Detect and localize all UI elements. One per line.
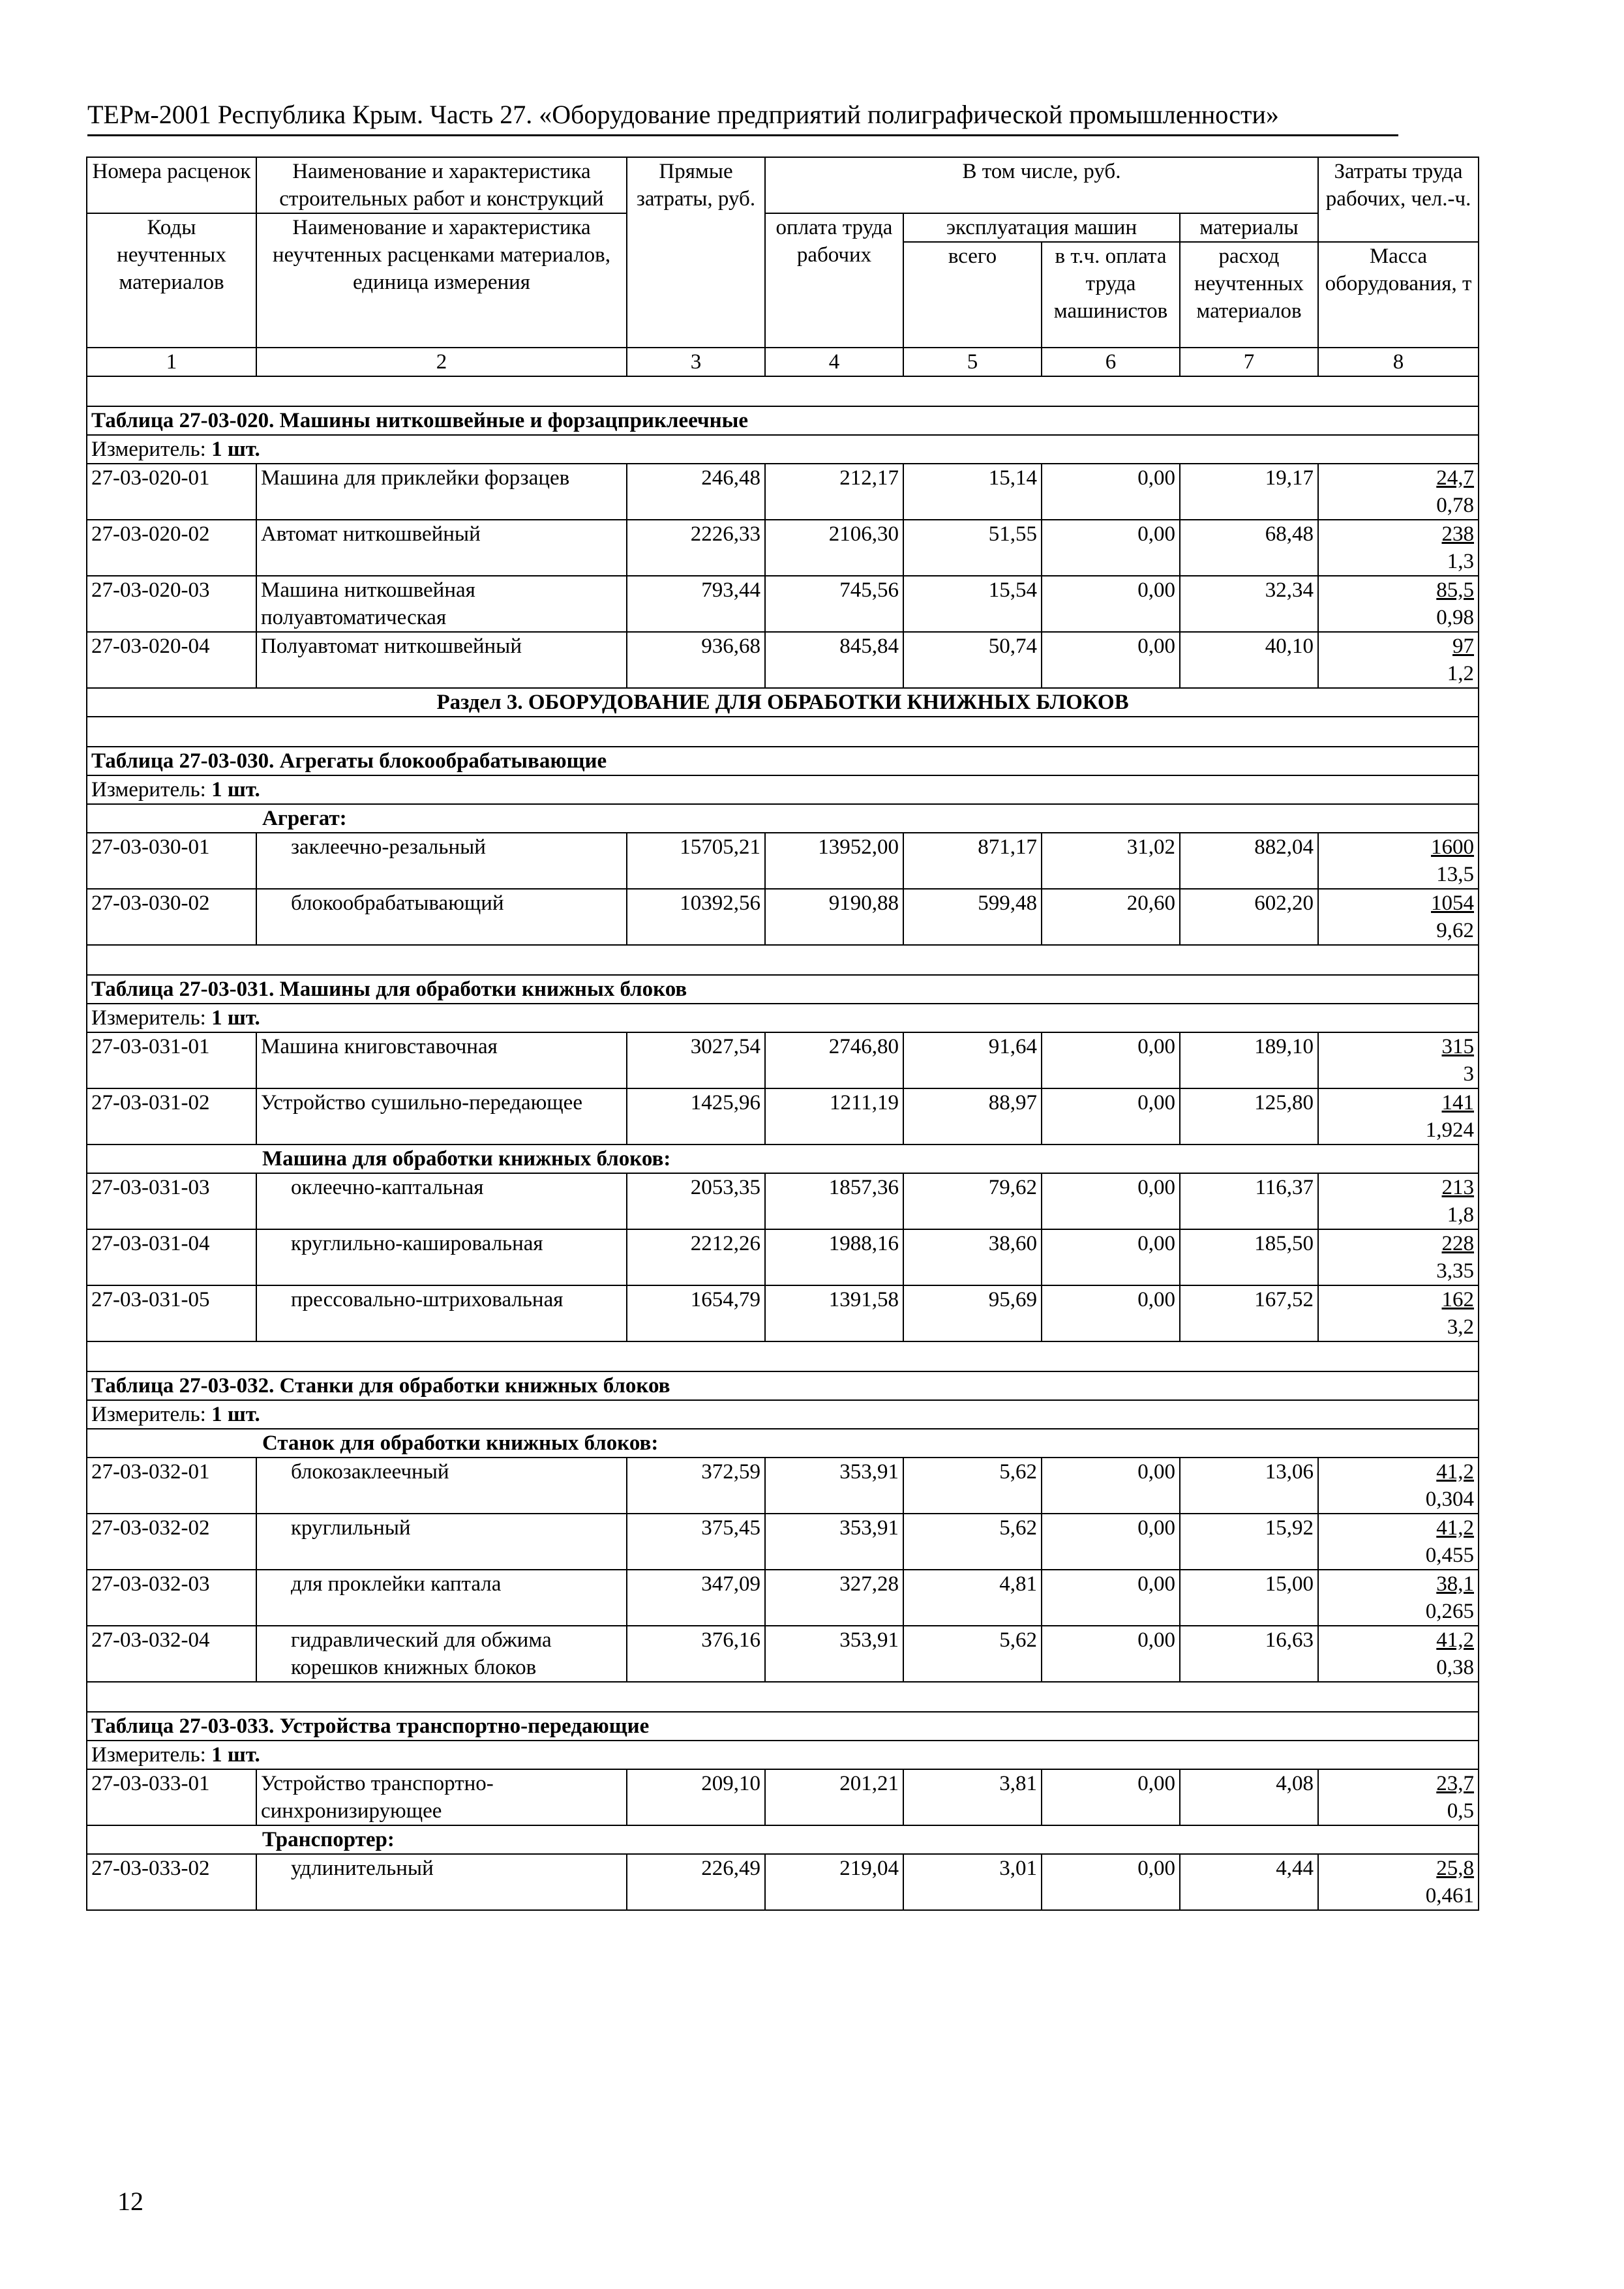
- wages-cost: 745,56: [765, 576, 903, 632]
- rate-code: 27-03-020-01: [87, 464, 256, 520]
- machinist-wages: 0,00: [1042, 1032, 1180, 1088]
- unit-label: Измеритель:: [91, 1006, 206, 1030]
- table-title: Таблица 27-03-032. Станки для обработки книжных блоков: [87, 1371, 1479, 1400]
- wages-cost: 1988,16: [765, 1229, 903, 1285]
- materials-cost: 40,10: [1180, 632, 1318, 688]
- rate-code: 27-03-020-04: [87, 632, 256, 688]
- equipment-mass: 3: [1463, 1062, 1475, 1086]
- wages-cost: 1857,36: [765, 1173, 903, 1229]
- machinist-wages: 0,00: [1042, 1458, 1180, 1514]
- wages-cost: 9190,88: [765, 889, 903, 945]
- materials-cost: 15,00: [1180, 1570, 1318, 1626]
- machinist-wages: 20,60: [1042, 889, 1180, 945]
- rate-code: 27-03-032-02: [87, 1514, 256, 1570]
- table-row: [87, 576, 1479, 632]
- unit-line: [87, 435, 1479, 464]
- machines-cost: 4,81: [903, 1570, 1042, 1626]
- col-number: 3: [627, 348, 765, 376]
- unit-row: [87, 435, 1479, 464]
- wages-cost: 353,91: [765, 1514, 903, 1570]
- labor-mass-cell: [1318, 1173, 1479, 1229]
- wages-cost: 201,21: [765, 1769, 903, 1825]
- table-27-03-033: [87, 1682, 1479, 1910]
- rate-name: круглильно-кашировальная: [256, 1229, 627, 1285]
- unit-value: 1 шт.: [211, 1006, 260, 1030]
- table-title-row: [87, 1371, 1479, 1400]
- header-row-2: [87, 213, 1479, 242]
- table-row: [87, 1570, 1479, 1626]
- rate-name: круглильный: [256, 1514, 627, 1570]
- table-row: [87, 1229, 1479, 1285]
- materials-cost: 882,04: [1180, 833, 1318, 889]
- col-number: 2: [256, 348, 627, 376]
- col-number: 6: [1042, 348, 1180, 376]
- machinist-wages: 0,00: [1042, 1173, 1180, 1229]
- table-title: Таблица 27-03-031. Машины для обработки книжных блоков: [87, 975, 1479, 1004]
- unit-row: [87, 1741, 1479, 1769]
- machines-cost: 3,01: [903, 1854, 1042, 1910]
- col-codes-top: Номера расценок: [87, 157, 256, 213]
- spacer-row: [87, 1341, 1479, 1371]
- materials-cost: 15,92: [1180, 1514, 1318, 1570]
- unit-value: 1 шт.: [211, 1743, 260, 1767]
- group-header-row: [87, 1825, 1479, 1854]
- col-mass: Масса оборудования, т: [1318, 242, 1479, 348]
- spacer-cell: [87, 1341, 1479, 1371]
- direct-cost: 15705,21: [627, 833, 765, 889]
- machinist-wages: 0,00: [1042, 1570, 1180, 1626]
- materials-cost: 125,80: [1180, 1088, 1318, 1144]
- spacer-row: [87, 717, 1479, 747]
- rate-code: 27-03-030-01: [87, 833, 256, 889]
- machines-cost: 88,97: [903, 1088, 1042, 1144]
- direct-cost: 347,09: [627, 1570, 765, 1626]
- wages-cost: 2746,80: [765, 1032, 903, 1088]
- labor-mass-cell: [1318, 632, 1479, 688]
- labor-cost: 41,2: [1436, 1516, 1475, 1540]
- page-number: 12: [117, 2187, 143, 2216]
- labor-mass-cell: [1318, 1769, 1479, 1825]
- table-title: Таблица 27-03-033. Устройства транспортно-передающие: [87, 1712, 1479, 1741]
- labor-mass-cell: [1318, 576, 1479, 632]
- rate-code: 27-03-031-02: [87, 1088, 256, 1144]
- labor-mass-cell: [1318, 1570, 1479, 1626]
- table-row: [87, 1032, 1479, 1088]
- labor-cost: 41,2: [1436, 1628, 1475, 1652]
- machinist-wages: 0,00: [1042, 464, 1180, 520]
- group-header-row: [87, 804, 1479, 833]
- unit-label: Измеритель:: [91, 1743, 206, 1767]
- wages-cost: 1391,58: [765, 1285, 903, 1341]
- labor-cost: 228: [1441, 1232, 1475, 1255]
- rates-table-wrap: [86, 157, 1478, 1911]
- machinist-wages: 31,02: [1042, 833, 1180, 889]
- table-27-03-020: [87, 376, 1479, 688]
- machines-cost: 15,14: [903, 464, 1042, 520]
- materials-cost: 68,48: [1180, 520, 1318, 576]
- spacer-row: [87, 945, 1479, 975]
- direct-cost: 10392,56: [627, 889, 765, 945]
- machinist-wages: 0,00: [1042, 1514, 1180, 1570]
- spacer-row: [87, 376, 1479, 406]
- equipment-mass: 1,8: [1447, 1203, 1475, 1227]
- labor-cost: 24,7: [1436, 466, 1475, 490]
- machines-cost: 599,48: [903, 889, 1042, 945]
- machinist-wages: 0,00: [1042, 632, 1180, 688]
- col-machines-total: всего: [903, 242, 1042, 348]
- col-including: В том числе, руб.: [765, 157, 1318, 213]
- unit-label: Измеритель:: [91, 1403, 206, 1426]
- table-row: [87, 1626, 1479, 1682]
- wages-cost: 13952,00: [765, 833, 903, 889]
- equipment-mass: 0,265: [1425, 1600, 1475, 1623]
- equipment-mass: 9,62: [1436, 919, 1475, 942]
- direct-cost: 936,68: [627, 632, 765, 688]
- materials-cost: 4,08: [1180, 1769, 1318, 1825]
- rate-name: Машина ниткошвейная полуавтоматическая: [256, 576, 627, 632]
- rate-name: гидравлический для обжима корешков книжных блоков: [256, 1626, 627, 1682]
- materials-cost: 167,52: [1180, 1285, 1318, 1341]
- equipment-mass: 1,3: [1447, 550, 1475, 573]
- rate-name: Автомат ниткошвейный: [256, 520, 627, 576]
- rate-name: Машина для приклейки форзацев: [256, 464, 627, 520]
- direct-cost: 1425,96: [627, 1088, 765, 1144]
- materials-cost: 32,34: [1180, 576, 1318, 632]
- rate-name: блокозаклеечный: [256, 1458, 627, 1514]
- spacer-row: [87, 1682, 1479, 1712]
- rate-name: Устройство транспортно-синхронизирующее: [256, 1769, 627, 1825]
- rate-code: 27-03-031-04: [87, 1229, 256, 1285]
- table-row: [87, 1173, 1479, 1229]
- labor-mass-cell: [1318, 464, 1479, 520]
- direct-cost: 2212,26: [627, 1229, 765, 1285]
- col-number: 7: [1180, 348, 1318, 376]
- wages-cost: 845,84: [765, 632, 903, 688]
- table-27-03-030: [87, 717, 1479, 945]
- table-title-row: [87, 975, 1479, 1004]
- materials-cost: 16,63: [1180, 1626, 1318, 1682]
- machines-cost: 95,69: [903, 1285, 1042, 1341]
- unit-value: 1 шт.: [211, 778, 260, 801]
- table-row: [87, 1769, 1479, 1825]
- unit-line: [87, 1741, 1479, 1769]
- labor-cost: 85,5: [1436, 578, 1475, 602]
- rate-code: 27-03-020-03: [87, 576, 256, 632]
- machinist-wages: 0,00: [1042, 520, 1180, 576]
- table-row: [87, 632, 1479, 688]
- labor-cost: 38,1: [1436, 1572, 1475, 1596]
- equipment-mass: 0,78: [1436, 494, 1475, 517]
- rate-name: оклеечно-каптальная: [256, 1173, 627, 1229]
- group-header-row: [87, 1144, 1479, 1173]
- labor-cost: 141: [1441, 1091, 1475, 1115]
- labor-mass-cell: [1318, 520, 1479, 576]
- equipment-mass: 0,98: [1436, 606, 1475, 629]
- col-wages: оплата труда рабочих: [765, 213, 903, 348]
- labor-mass-cell: [1318, 833, 1479, 889]
- labor-cost: 213: [1441, 1176, 1475, 1199]
- direct-cost: 793,44: [627, 576, 765, 632]
- col-machines: эксплуатация машин: [903, 213, 1180, 242]
- rate-name: удлинительный: [256, 1854, 627, 1910]
- direct-cost: 1654,79: [627, 1285, 765, 1341]
- labor-mass-cell: [1318, 889, 1479, 945]
- direct-cost: 372,59: [627, 1458, 765, 1514]
- machines-cost: 3,81: [903, 1769, 1042, 1825]
- materials-cost: 19,17: [1180, 464, 1318, 520]
- equipment-mass: 0,461: [1425, 1884, 1475, 1908]
- table-title-row: [87, 747, 1479, 775]
- rates-table: [86, 157, 1479, 1911]
- labor-mass-cell: [1318, 1514, 1479, 1570]
- labor-cost: 1600: [1431, 835, 1475, 859]
- equipment-mass: 3,2: [1447, 1315, 1475, 1339]
- table-27-03-031: [87, 945, 1479, 1341]
- labor-mass-cell: [1318, 1626, 1479, 1682]
- materials-cost: 602,20: [1180, 889, 1318, 945]
- rate-code: 27-03-031-03: [87, 1173, 256, 1229]
- unit-row: [87, 775, 1479, 804]
- machinist-wages: 0,00: [1042, 1769, 1180, 1825]
- unit-value: 1 шт.: [211, 438, 260, 461]
- spacer-cell: [87, 945, 1479, 975]
- rate-name: прессовально-штриховальная: [256, 1285, 627, 1341]
- equipment-mass: 0,5: [1447, 1799, 1475, 1823]
- wages-cost: 1211,19: [765, 1088, 903, 1144]
- machines-cost: 91,64: [903, 1032, 1042, 1088]
- section-title: Раздел 3. ОБОРУДОВАНИЕ ДЛЯ ОБРАБОТКИ КНИЖНЫХ БЛОКОВ: [87, 688, 1479, 717]
- unit-label: Измеритель:: [91, 438, 206, 461]
- rate-name: Устройство сушильно-передающее: [256, 1088, 627, 1144]
- machines-cost: 5,62: [903, 1458, 1042, 1514]
- col-direct: Прямые затраты, руб.: [627, 157, 765, 348]
- machines-cost: 38,60: [903, 1229, 1042, 1285]
- rate-code: 27-03-032-03: [87, 1570, 256, 1626]
- labor-mass-cell: [1318, 1229, 1479, 1285]
- wages-cost: 2106,30: [765, 520, 903, 576]
- labor-cost: 315: [1441, 1035, 1475, 1058]
- table-row: [87, 1285, 1479, 1341]
- equipment-mass: 0,455: [1425, 1544, 1475, 1567]
- direct-cost: 3027,54: [627, 1032, 765, 1088]
- table-row: [87, 1088, 1479, 1144]
- unit-value: 1 шт.: [211, 1403, 260, 1426]
- labor-cost: 238: [1441, 522, 1475, 546]
- unit-row: [87, 1400, 1479, 1429]
- unit-label: Измеритель:: [91, 778, 206, 801]
- labor-mass-cell: [1318, 1285, 1479, 1341]
- rate-name: блокообрабатывающий: [256, 889, 627, 945]
- machinist-wages: 0,00: [1042, 576, 1180, 632]
- group-label: Транспортер:: [87, 1825, 1479, 1854]
- table-title-row: [87, 406, 1479, 435]
- page-header: ТЕРм-2001 Республика Крым. Часть 27. «Оборудование предприятий полиграфической промышленности»: [87, 97, 1398, 136]
- rate-code: 27-03-020-02: [87, 520, 256, 576]
- col-name-top: Наименование и характеристика строительных работ и конструкций: [256, 157, 627, 213]
- col-number: 4: [765, 348, 903, 376]
- equipment-mass: 1,924: [1425, 1118, 1475, 1142]
- machines-cost: 871,17: [903, 833, 1042, 889]
- table-row: [87, 889, 1479, 945]
- labor-cost: 97: [1452, 635, 1475, 658]
- materials-cost: 185,50: [1180, 1229, 1318, 1285]
- labor-cost: 41,2: [1436, 1460, 1475, 1484]
- rate-code: 27-03-030-02: [87, 889, 256, 945]
- machinist-wages: 0,00: [1042, 1285, 1180, 1341]
- machines-cost: 50,74: [903, 632, 1042, 688]
- table-row: [87, 1514, 1479, 1570]
- labor-cost: 1054: [1431, 891, 1475, 915]
- wages-cost: 353,91: [765, 1626, 903, 1682]
- section-row: [87, 688, 1479, 717]
- group-label: Машина для обработки книжных блоков:: [87, 1144, 1479, 1173]
- direct-cost: 209,10: [627, 1769, 765, 1825]
- wages-cost: 219,04: [765, 1854, 903, 1910]
- machines-cost: 15,54: [903, 576, 1042, 632]
- table-title-row: [87, 1712, 1479, 1741]
- machines-cost: 5,62: [903, 1626, 1042, 1682]
- header-row-1: [87, 157, 1479, 213]
- machinist-wages: 0,00: [1042, 1854, 1180, 1910]
- direct-cost: 375,45: [627, 1514, 765, 1570]
- materials-cost: 13,06: [1180, 1458, 1318, 1514]
- rate-code: 27-03-033-01: [87, 1769, 256, 1825]
- rate-name: заклеечно-резальный: [256, 833, 627, 889]
- table-row: [87, 1458, 1479, 1514]
- rate-code: 27-03-033-02: [87, 1854, 256, 1910]
- col-materials-sub: расход неучтенных материалов: [1180, 242, 1318, 348]
- rate-code: 27-03-031-01: [87, 1032, 256, 1088]
- col-name-bottom: Наименование и характеристика неучтенных расценками материалов, единица измерения: [256, 213, 627, 348]
- table-row: [87, 520, 1479, 576]
- table-title: Таблица 27-03-020. Машины ниткошвейные и форзацприклеечные: [87, 406, 1479, 435]
- section-3-block: [87, 688, 1479, 717]
- direct-cost: 376,16: [627, 1626, 765, 1682]
- equipment-mass: 3,35: [1436, 1259, 1475, 1283]
- col-number: 8: [1318, 348, 1479, 376]
- unit-line: [87, 1004, 1479, 1032]
- unit-line: [87, 775, 1479, 804]
- spacer-cell: [87, 376, 1479, 406]
- col-materials: материалы: [1180, 213, 1318, 242]
- materials-cost: 116,37: [1180, 1173, 1318, 1229]
- direct-cost: 2226,33: [627, 520, 765, 576]
- direct-cost: 246,48: [627, 464, 765, 520]
- equipment-mass: 1,2: [1447, 662, 1475, 685]
- direct-cost: 2053,35: [627, 1173, 765, 1229]
- spacer-cell: [87, 717, 1479, 747]
- table-row: [87, 464, 1479, 520]
- machinist-wages: 0,00: [1042, 1088, 1180, 1144]
- rate-code: 27-03-032-01: [87, 1458, 256, 1514]
- unit-row: [87, 1004, 1479, 1032]
- labor-mass-cell: [1318, 1088, 1479, 1144]
- equipment-mass: 0,38: [1436, 1656, 1475, 1679]
- rate-name: Полуавтомат ниткошвейный: [256, 632, 627, 688]
- materials-cost: 189,10: [1180, 1032, 1318, 1088]
- equipment-mass: 0,304: [1425, 1488, 1475, 1511]
- wages-cost: 353,91: [765, 1458, 903, 1514]
- labor-mass-cell: [1318, 1458, 1479, 1514]
- machinist-wages: 0,00: [1042, 1626, 1180, 1682]
- machinist-wages: 0,00: [1042, 1229, 1180, 1285]
- labor-cost: 23,7: [1436, 1772, 1475, 1795]
- group-label: Агрегат:: [87, 804, 1479, 833]
- equipment-mass: 13,5: [1436, 863, 1475, 886]
- machines-cost: 5,62: [903, 1514, 1042, 1570]
- machines-cost: 51,55: [903, 520, 1042, 576]
- labor-cost: 162: [1441, 1288, 1475, 1311]
- wages-cost: 212,17: [765, 464, 903, 520]
- spacer-cell: [87, 1682, 1479, 1712]
- table-title: Таблица 27-03-030. Агрегаты блокообрабатывающие: [87, 747, 1479, 775]
- table-row: [87, 833, 1479, 889]
- col-number: 1: [87, 348, 256, 376]
- materials-cost: 4,44: [1180, 1854, 1318, 1910]
- machines-cost: 79,62: [903, 1173, 1042, 1229]
- col-machines-wages: в т.ч. оплата труда машинистов: [1042, 242, 1180, 348]
- col-number: 5: [903, 348, 1042, 376]
- rate-code: 27-03-031-05: [87, 1285, 256, 1341]
- col-codes-bottom: Коды неучтенных материалов: [87, 213, 256, 348]
- table-row: [87, 1854, 1479, 1910]
- table-27-03-032: [87, 1341, 1479, 1682]
- unit-line: [87, 1400, 1479, 1429]
- rate-code: 27-03-032-04: [87, 1626, 256, 1682]
- labor-mass-cell: [1318, 1032, 1479, 1088]
- rate-name: для проклейки каптала: [256, 1570, 627, 1626]
- wages-cost: 327,28: [765, 1570, 903, 1626]
- col-labor: Затраты труда рабочих, чел.-ч.: [1318, 157, 1479, 242]
- group-header-row: [87, 1429, 1479, 1458]
- group-label: Станок для обработки книжных блоков:: [87, 1429, 1479, 1458]
- labor-cost: 25,8: [1436, 1857, 1475, 1880]
- column-numbers-row: [87, 348, 1479, 376]
- labor-mass-cell: [1318, 1854, 1479, 1910]
- rate-name: Машина книговставочная: [256, 1032, 627, 1088]
- direct-cost: 226,49: [627, 1854, 765, 1910]
